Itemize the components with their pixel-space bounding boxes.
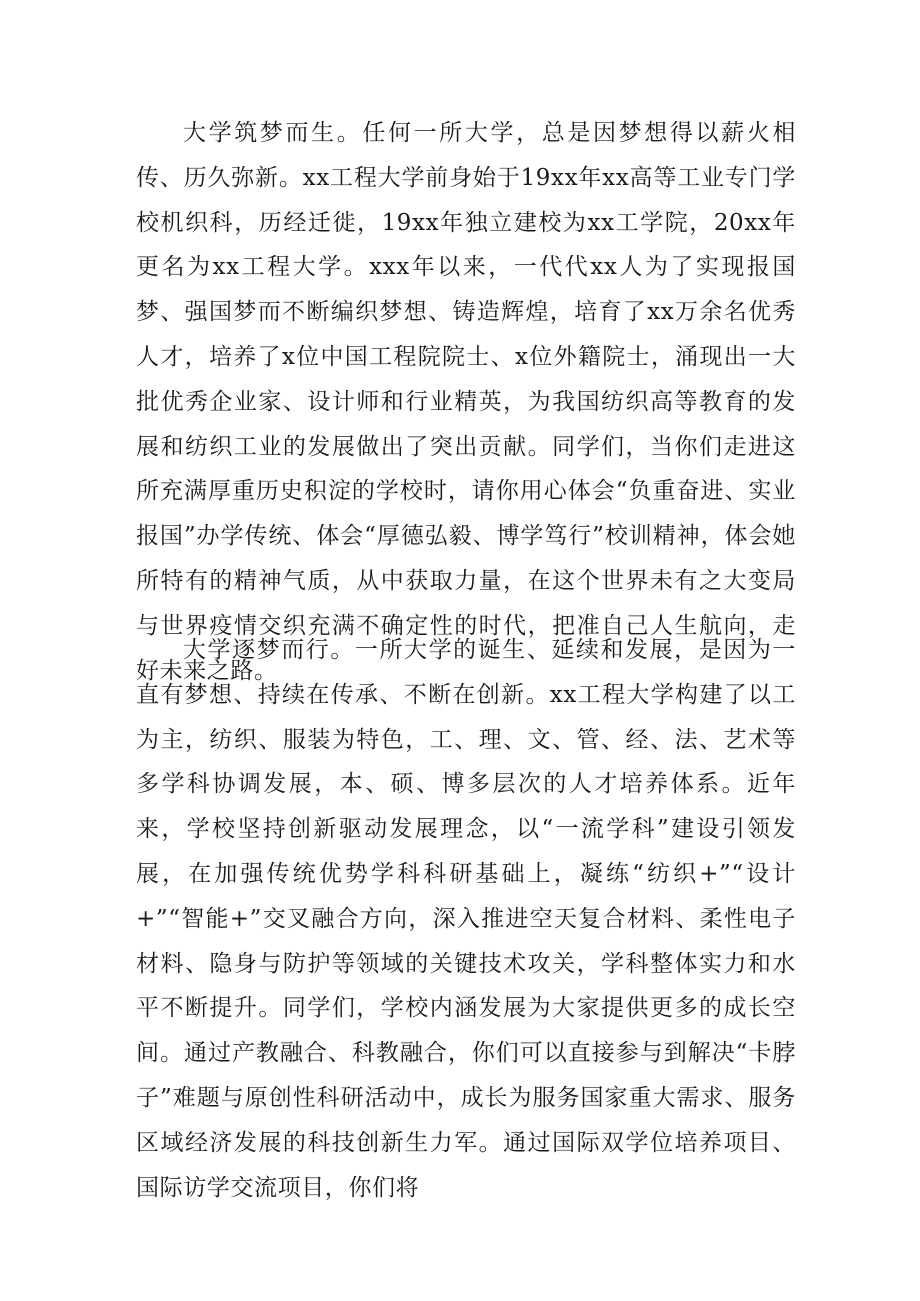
body-paragraph-2: 大学逐梦而行。一所大学的诞生、延续和发展，是因为一直有梦想、持续在传承、不断在创新。xx工程大学构建了以工为主，纺织、服装为特色，工、理、文、管、经、法、艺术等多学科协调发展，本、硕、博多层次的人才培养体系。近年来，学校坚持创新驱动发展理念，以“一流学科”建设引领发展，在加强传统优势学科科研基础上，凝练“纺织+”“设计+”“智能+”交叉融合方向，深入推进空天复合材料、柔性电子材料、隐身与防护等领域的关键技术攻关，学科整体实力和水平不断提升。同学们，学校内涵发展为大家提供更多的成长空间。通过产教融合、科教融合，你们可以直接参与到解决“卡脖子”难题与原创性科研活动中，成长为服务国家重大需求、服务区域经济发展的科技创新生力军。通过国际双学位培养项目、国际访学交流项目，你们将 [136, 637, 796, 1201]
body-paragraph-1: 大学筑梦而生。任何一所大学，总是因梦想得以薪火相传、历久弥新。xx工程大学前身始于19xx年xx高等工业专门学校机织科，历经迁徙，19xx年独立建校为xx工学院，20xx年更名为xx工程大学。xxx年以来，一代代xx人为了实现报国梦、强国梦而不断编织梦想、铸造辉煌，培育了xx万余名优秀人才，培养了x位中国工程院院士、x位外籍院士，涌现出一大批优秀企业家、设计师和行业精英，为我国纺织高等教育的发展和纺织工业的发展做出了突出贡献。同学们，当你们走进这所充满厚重历史积淀的学校时，请你用心体会“负重奋进、实业报国”办学传统、体会“厚德弘毅、博学笃行”校训精神，体会她所特有的精神气质，从中获取力量，在这个世界未有之大变局与世界疫情交织充满不确定性的时代，把准自己人生航向，走好未来之路。 [136, 120, 796, 684]
